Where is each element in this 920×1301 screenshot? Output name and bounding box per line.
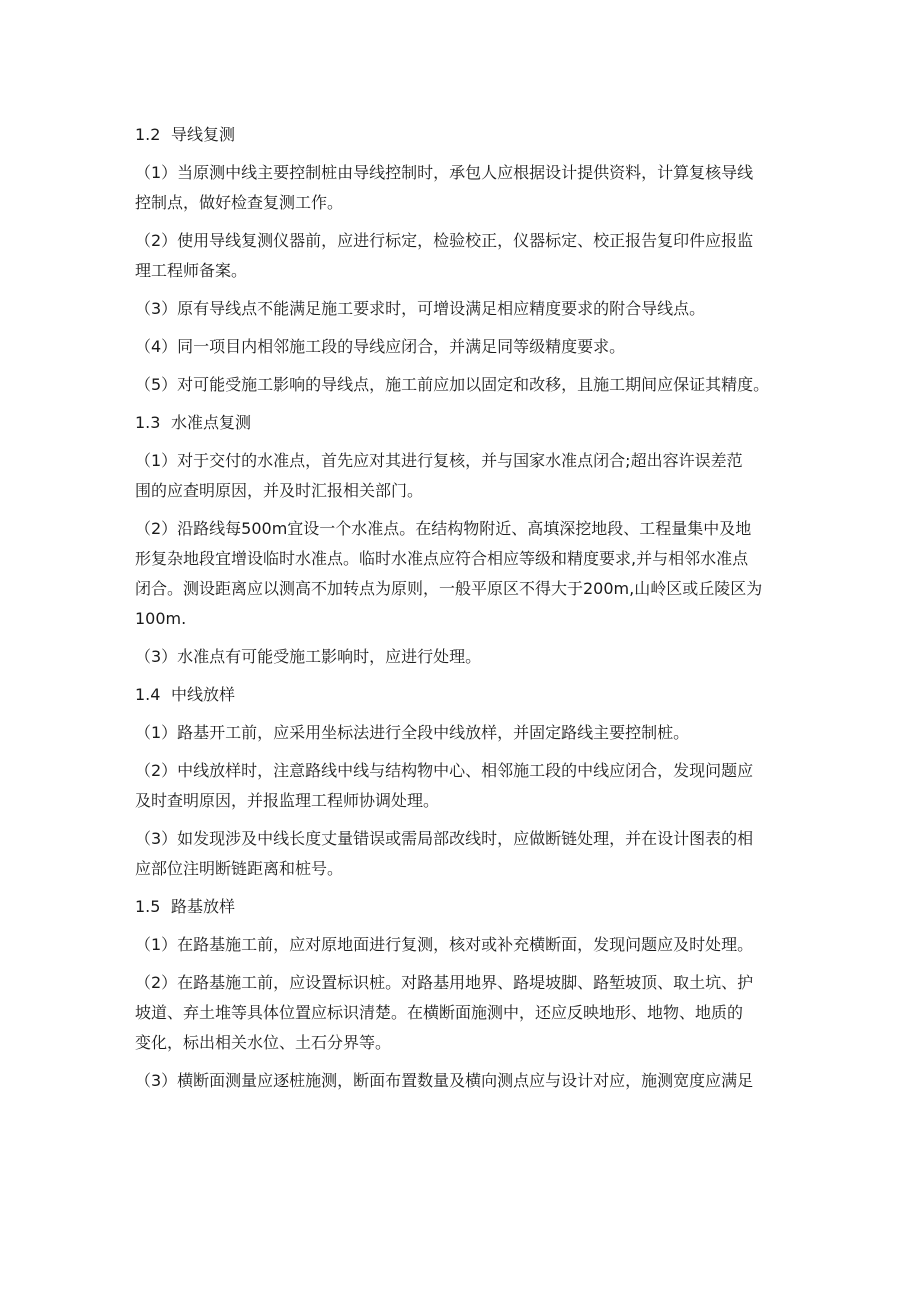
- text-line: （3）如发现涉及中线长度丈量错误或需局部改线时，应做断链处理，并在设计图表的相: [135, 829, 754, 848]
- text-line: （2）中线放样时，注意路线中线与结构物中心、相邻施工段的中线应闭合，发现问题应: [135, 761, 754, 780]
- list-item: [135, 158, 790, 218]
- list-item: [135, 294, 790, 324]
- text-line: （2）沿路线每500m宜设一个水准点。在结构物附近、高填深挖地段、工程量集中及地: [135, 519, 752, 538]
- list-item: [135, 332, 790, 362]
- list-item: [135, 370, 790, 400]
- text-line: 形复杂地段宜增设临时水准点。临时水准点应符合相应等级和精度要求,并与相邻水准点: [135, 549, 749, 568]
- text-line: （1）路基开工前，应采用坐标法进行全段中线放样，并固定路线主要控制桩。: [135, 723, 690, 742]
- section-title: 中线放样: [171, 685, 236, 704]
- text-line: （3）原有导线点不能满足施工要求时，可增设满足相应精度要求的附合导线点。: [135, 299, 706, 318]
- list-item: [135, 756, 790, 816]
- text-line: 控制点，做好检查复测工作。: [135, 193, 344, 212]
- section-number: 1.3: [135, 413, 161, 432]
- text-line: （2）使用导线复测仪器前，应进行标定，检验校正，仪器标定、校正报告复印件应报监: [135, 231, 754, 250]
- text-line: 100m.: [135, 609, 187, 628]
- section-heading: [135, 680, 790, 710]
- section-heading: [135, 408, 790, 438]
- text-line: 闭合。测设距离应以测高不加转点为原则，一般平原区不得大于200m,山岭区或丘陵区为: [135, 579, 763, 598]
- list-item: [135, 718, 790, 748]
- text-line: （4）同一项目内相邻施工段的导线应闭合，并满足同等级精度要求。: [135, 337, 626, 356]
- list-item: [135, 1066, 790, 1096]
- text-line: 围的应查明原因，并及时汇报相关部门。: [135, 481, 424, 500]
- list-item: [135, 514, 790, 634]
- text-line: 坡道、弃土堆等具体位置应标识清楚。在横断面施测中，还应反映地形、地物、地质的: [135, 1003, 744, 1022]
- section-heading: [135, 892, 790, 922]
- text-line: （5）对可能受施工影响的导线点，施工前应加以固定和改移，且施工期间应保证其精度。: [135, 375, 770, 394]
- text-line: （1）对于交付的水准点，首先应对其进行复核，并与国家水准点闭合;超出容许误差范: [135, 451, 743, 470]
- section-title: 路基放样: [171, 897, 236, 916]
- section-number: 1.4: [135, 685, 161, 704]
- text-line: （1）当原测中线主要控制桩由导线控制时，承包人应根据设计提供资料，计算复核导线: [135, 163, 754, 182]
- text-line: 应部位注明断链距离和桩号。: [135, 859, 344, 878]
- text-line: （3）横断面测量应逐桩施测，断面布置数量及横向测点应与设计对应，施测宽度应满足: [135, 1071, 754, 1090]
- list-item: [135, 226, 790, 286]
- section-number: 1.2: [135, 125, 161, 144]
- document-body: [135, 120, 790, 1104]
- list-item: [135, 446, 790, 506]
- text-line: （3）水准点有可能受施工影响时，应进行处理。: [135, 647, 482, 666]
- text-line: （2）在路基施工前，应设置标识桩。对路基用地界、路堤坡脚、路堑坡顶、取土坑、护: [135, 973, 754, 992]
- list-item: [135, 968, 790, 1058]
- section-title: 导线复测: [171, 125, 236, 144]
- list-item: [135, 642, 790, 672]
- list-item: [135, 930, 790, 960]
- section-heading: [135, 120, 790, 150]
- section-title: 水准点复测: [171, 413, 252, 432]
- text-line: 变化，标出相关水位、土石分界等。: [135, 1033, 392, 1052]
- text-line: 理工程师备案。: [135, 261, 248, 280]
- text-line: （1）在路基施工前，应对原地面进行复测，核对或补充横断面，发现问题应及时处理。: [135, 935, 754, 954]
- section-number: 1.5: [135, 897, 161, 916]
- text-line: 及时查明原因，并报监理工程师协调处理。: [135, 791, 440, 810]
- list-item: [135, 824, 790, 884]
